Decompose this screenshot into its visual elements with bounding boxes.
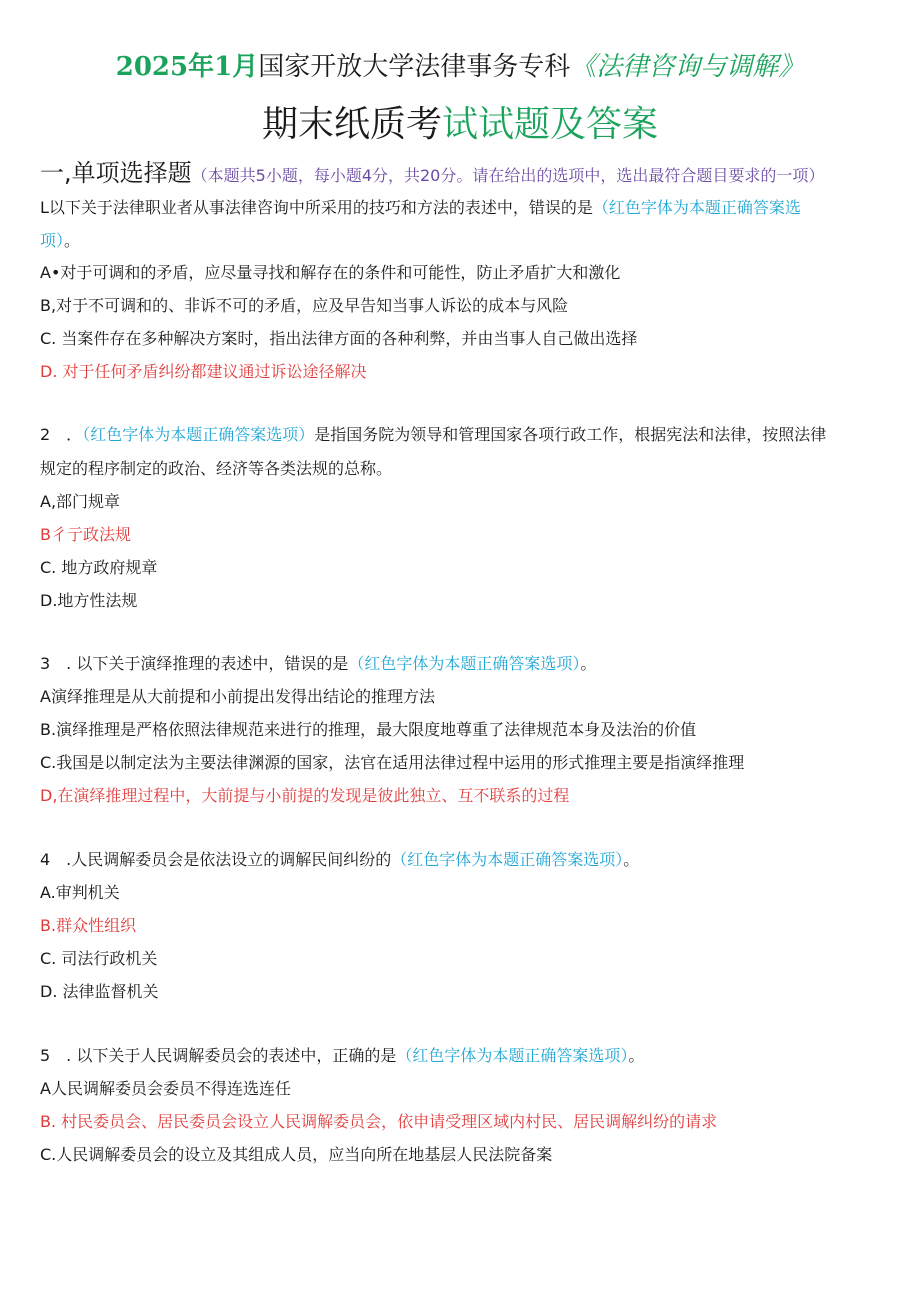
q3-stem-text: 3 . 以下关于演绎推理的表述中，错误的是 <box>40 654 349 673</box>
q5-option-a: A人民调解委员会委员不得连选连任 <box>40 1079 291 1098</box>
q2-num: 2 ． <box>40 425 83 444</box>
q3-hint: （红色字体为本题正确答案选项） <box>348 654 581 673</box>
title-year-month: 2025年1月 <box>115 52 259 82</box>
q4-end: 。 <box>623 850 640 869</box>
q5-option-c: C.人民调解委员会的设立及其组成人员，应当向所在地基层人民法院备案 <box>40 1145 553 1164</box>
q1-option-a: A•对于可调和的矛盾，应尽量寻找和解存在的条件和可能性，防止矛盾扩大和激化 <box>40 263 621 282</box>
q1-stem-cont <box>40 229 890 253</box>
q4-option-b-correct: B.群众性组织 <box>40 916 137 935</box>
section-heading <box>40 156 900 193</box>
q2-option-d: D.地方性法规 <box>40 591 138 610</box>
title-university: 国家开放大学法律事务专科 <box>258 52 571 82</box>
q5-stem <box>40 1044 890 1068</box>
q1-option-c: C. 当案件存在多种解决方案时，指出法律方面的各种利弊，并由当事人自己做出选择 <box>40 329 638 348</box>
q3-end: 。 <box>580 654 597 673</box>
q5-hint: （红色字体为本题正确答案选项） <box>396 1046 629 1065</box>
q1-end: 。 <box>64 231 81 250</box>
q3-stem <box>40 652 890 676</box>
title-part-dark: 期末纸质考 <box>261 104 442 145</box>
title-course: 《法律咨询与调解》 <box>570 52 805 82</box>
q4-hint: （红色字体为本题正确答案选项） <box>391 850 624 869</box>
q1-stem-text: L以下关于法律职业者从事法律咨询中所采用的技巧和方法的表述中，错误的是 <box>40 198 593 217</box>
q4-option-c: C. 司法行政机关 <box>40 949 158 968</box>
q4-option-a: A.审判机关 <box>40 883 120 902</box>
document-title-line2 <box>0 98 920 152</box>
q3-option-d-correct: D,在演绎推理过程中，大前提与小前提的发现是彼此独立、互不联系的过程 <box>40 786 570 805</box>
q5-end: 。 <box>628 1046 645 1065</box>
q3-option-a: A演绎推理是从大前提和小前提出发得出结论的推理方法 <box>40 687 435 706</box>
q4-option-d: D. 法律监督机关 <box>40 982 159 1001</box>
q3-option-c: C.我国是以制定法为主要法律渊源的国家，法官在适用法律过程中运用的形式推理主要是指演绎推理 <box>40 753 745 772</box>
q4-stem <box>40 848 890 872</box>
q5-option-b-correct: B. 村民委员会、居民委员会设立人民调解委员会，依申请受理区域内村民、居民调解纠纷的请求 <box>40 1112 718 1131</box>
q2-option-a: A,部门规章 <box>40 492 121 511</box>
title-part-green: 试试题及答案 <box>442 104 659 145</box>
q1-hint-part1: （红色字体为本题正确答案选 <box>592 198 801 217</box>
q1-option-d-correct: D. 对于任何矛盾纠纷都建议通过诉讼途径解决 <box>40 362 367 381</box>
section-heading-text: 一,单项选择题 <box>40 159 192 187</box>
q2-option-c: C. 地方政府规章 <box>40 558 158 577</box>
document-title-line1 <box>0 48 920 86</box>
q1-stem <box>40 196 890 220</box>
q2-option-b-correct: B彳亍政法规 <box>40 525 131 544</box>
section-note: （本题共5小题，每小题4分，共20分。请在给出的选项中，选出最符合题目要求的一项） <box>191 166 825 185</box>
q2-stem-part1: 是指国务院为领导和管理国家各项行政工作，根据宪法和法律，按照法律 <box>314 425 827 444</box>
q5-stem-text: 5 . 以下关于人民调解委员会的表述中，正确的是 <box>40 1046 397 1065</box>
q1-option-b: B,对于不可调和的、非诉不可的矛盾，应及早告知当事人诉讼的成本与风险 <box>40 296 569 315</box>
q2-stem <box>40 423 890 447</box>
q3-option-b: B.演绎推理是严格依照法律规范来进行的推理，最大限度地尊重了法律规范本身及法治的价值 <box>40 720 697 739</box>
q4-stem-text: 4 .人民调解委员会是依法设立的调解民间纠纷的 <box>40 850 392 869</box>
q2-stem-cont: 规定的程序制定的政治、经济等各类法规的总称。 <box>40 459 393 478</box>
q1-hint-part2: 项） <box>40 231 65 250</box>
q2-hint: （红色字体为本题正确答案选项） <box>82 425 315 444</box>
